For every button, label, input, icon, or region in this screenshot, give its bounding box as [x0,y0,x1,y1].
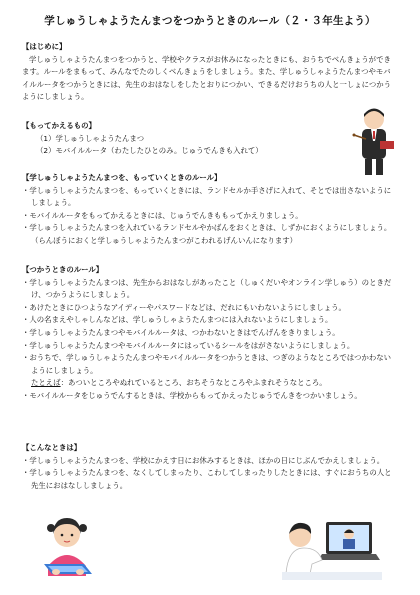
item-1: （1）学しゅうしゃようたんまつ [36,133,145,143]
item-2: （2）モバイルルータ（わたしたひとのみ。じゅうでんきも入れて） [36,146,263,156]
intro-heading: 【はじめに】 [22,42,67,51]
example-line [22,377,398,390]
use-rule-2: ・あけたときにひつようなアイディーやパスワードなどは、だれにもいわないようにしましょう。 [22,302,346,312]
page-title: 学しゅうしゃようたんまつをつかうときのルール（２・３年生よう） [44,15,376,27]
carry-rules-heading: 【学しゅうしゃようたんまつを、もっていくときのルール】 [22,173,222,182]
girl-tablet-illustration [34,514,100,584]
use-rule-7: ・モバイルルータをじゅうでんするときは、学校からもってかえったじゅうでんきをつかいましょう。 [22,390,362,400]
use-rules-heading: 【つかうときのルール】 [22,265,104,274]
carry-rules-section [22,172,398,248]
carry-rule-1: ・学しゅうしゃようたんまつを、もっていくときには、ランドセルか手さげに入れて、そとでは出さないようにしましょう。 [22,185,392,208]
items-heading: 【もってかえるもの】 [22,121,96,130]
use-rule-5: ・学しゅうしゃようたんまつやモバイルルータにはっているシールをはがさないようにしましょう。 [22,340,355,350]
trouble-rule-2: ・学しゅうしゃようたんまつを、なくしてしまったり、こわしてしまったりしたときには、すぐにおうちの人と先生におはなししましょう。 [22,468,392,490]
intro-body: 学しゅうしゃようたんまつをつかうと、学校やクラスがお休みになったときにも、おうちでべんきょうができます。ルールをまもって、みんなでたのしくべんきょうをしましょう。また、学しゅうしゃようたんまつやモバイルルータをつかうときには、先生のおはなしをしたとおりにつかい、できるだけおうちの人と一しょにつかうようにしましょう。 [22,54,392,102]
items-section [22,120,322,158]
teacher-illustration [344,105,404,177]
trouble-section [22,442,398,492]
trouble-rule-1: ・学しゅうしゃようたんまつを、学校にかえす日にお休みするときは、ほかの日にじぶんでかえしましょう。 [22,455,385,465]
carry-rule-2: ・モバイルルータをもってかえるときには、じゅうでんきももってかえりましょう。 [22,210,303,220]
intro-section [22,41,398,104]
carry-rule-3: ・学しゅうしゃようたんまつを入れているランドセルやかばんをおくときは、しずかにおくようにしましょう。（らんぼうにおくと学しゅうしゃようたんまつがこわれるげんいんになります） [22,223,392,245]
use-rule-1: ・学しゅうしゃようたんまつは、先生からおはなしがあったこと（しゅくだいやオンライン学しゅう）のときだけ、つかうようにしましょう。 [22,277,392,300]
example-text: ：あついところやぬれているところ、おちそうなところやふまれそうなところ。 [60,378,327,388]
trouble-heading: 【こんなときは】 [22,443,82,452]
use-rule-3: ・人の名まえやしゃしんなどは、学しゅうしゃようたんまつには入れないようにしましょう。 [22,315,333,325]
use-rule-6: ・おうちで、学しゅうしゃようたんまつやモバイルルータをつかうときは、つぎのようなところではつかわないようにしましょう。 [22,353,392,375]
use-rules-section [22,264,398,403]
use-rule-4: ・学しゅうしゃようたんまつやモバイルルータは、つかわないときはでんげんをきりましょう。 [22,327,340,337]
example-label: たとえば [31,378,61,388]
child-computer-illustration [282,514,382,580]
